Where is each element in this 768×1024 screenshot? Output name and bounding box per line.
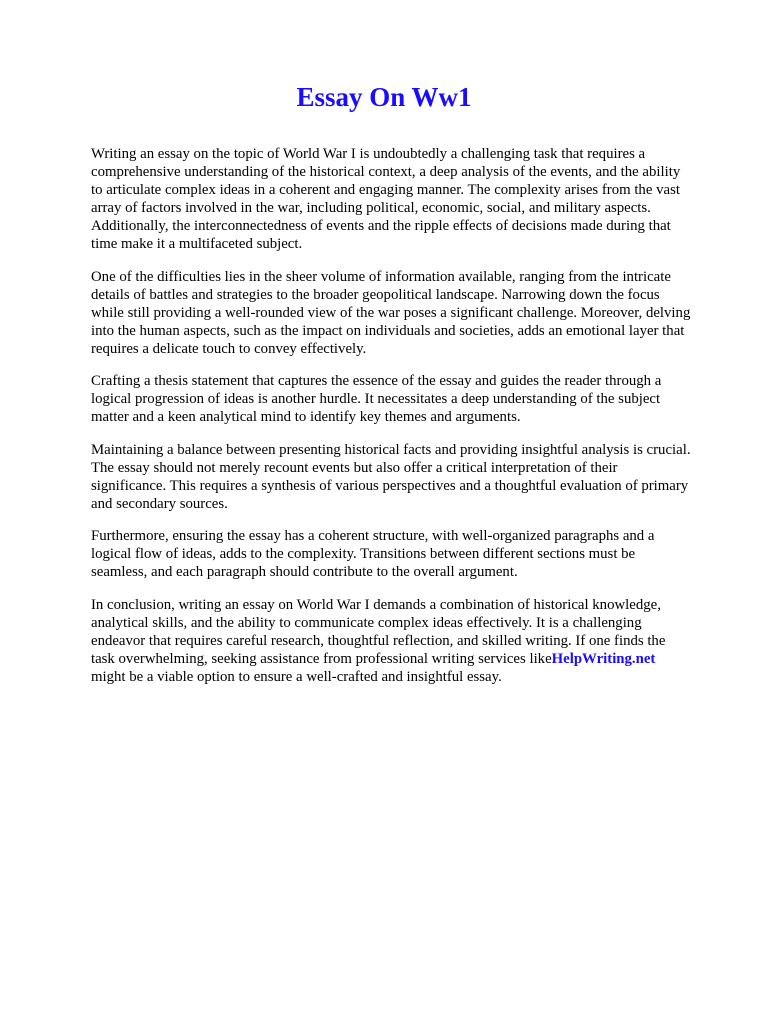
conclusion-text-after-link: might be a viable option to ensure a well-crafted and insightful essay. bbox=[91, 668, 502, 685]
paragraph-5: Furthermore, ensuring the essay has a coherent structure, with well-organized paragraphs and a logical flow of ideas, adds to the complexity. Transitions between different sections must be seamless, and each paragraph should contribute to the overall argument. bbox=[91, 528, 655, 580]
paragraph-2: One of the difficulties lies in the sheer volume of information available, ranging from the intricate details of battles and strategies to the broader geopolitical landscape. Narrowing down the focus while still providing a well-rounded view of the war poses a significant challenge. Moreover, delving into the human aspects, such as the impact on individuals and societies, adds an emotional layer that requires a delicate touch to convey effectively. bbox=[91, 268, 691, 357]
helpwriting-link[interactable]: HelpWriting.net bbox=[551, 650, 656, 667]
paragraph-4: Maintaining a balance between presenting historical facts and providing insightful analysis is crucial. The essay should not merely recount events but also offer a critical interpretation of their significance. This requires a synthesis of various perspectives and a thoughtful evaluation of primary and secondary sources. bbox=[91, 441, 691, 512]
essay-body bbox=[91, 145, 691, 700]
paragraph-conclusion bbox=[91, 596, 691, 686]
conclusion-text-before-link: In conclusion, writing an essay on World War I demands a combination of historical knowledge, analytical skills, and the ability to communicate complex ideas effectively. It is a challenging endeavor that requires careful research, thoughtful reflection, and skilled writing. If one finds the task overwhelming, seeking assistance from professional writing services like bbox=[91, 596, 666, 667]
page-title: Essay On Ww1 bbox=[296, 82, 472, 112]
paragraph-3: Crafting a thesis statement that captures the essence of the essay and guides the reader through a logical progression of ideas is another hurdle. It necessitates a deep understanding of the subject matter and a keen analytical mind to identify key themes and arguments. bbox=[91, 373, 662, 425]
paragraph-1: Writing an essay on the topic of World War I is undoubtedly a challenging task that requires a comprehensive understanding of the historical context, a deep analysis of the events, and the ability to articulate complex ideas in a coherent and engaging manner. The complexity arises from the vast array of factors involved in the war, including political, economic, social, and military aspects. Additionally, the interconnectedness of events and the ripple effects of decisions made during that time make it a multifaceted subject. bbox=[91, 146, 681, 252]
